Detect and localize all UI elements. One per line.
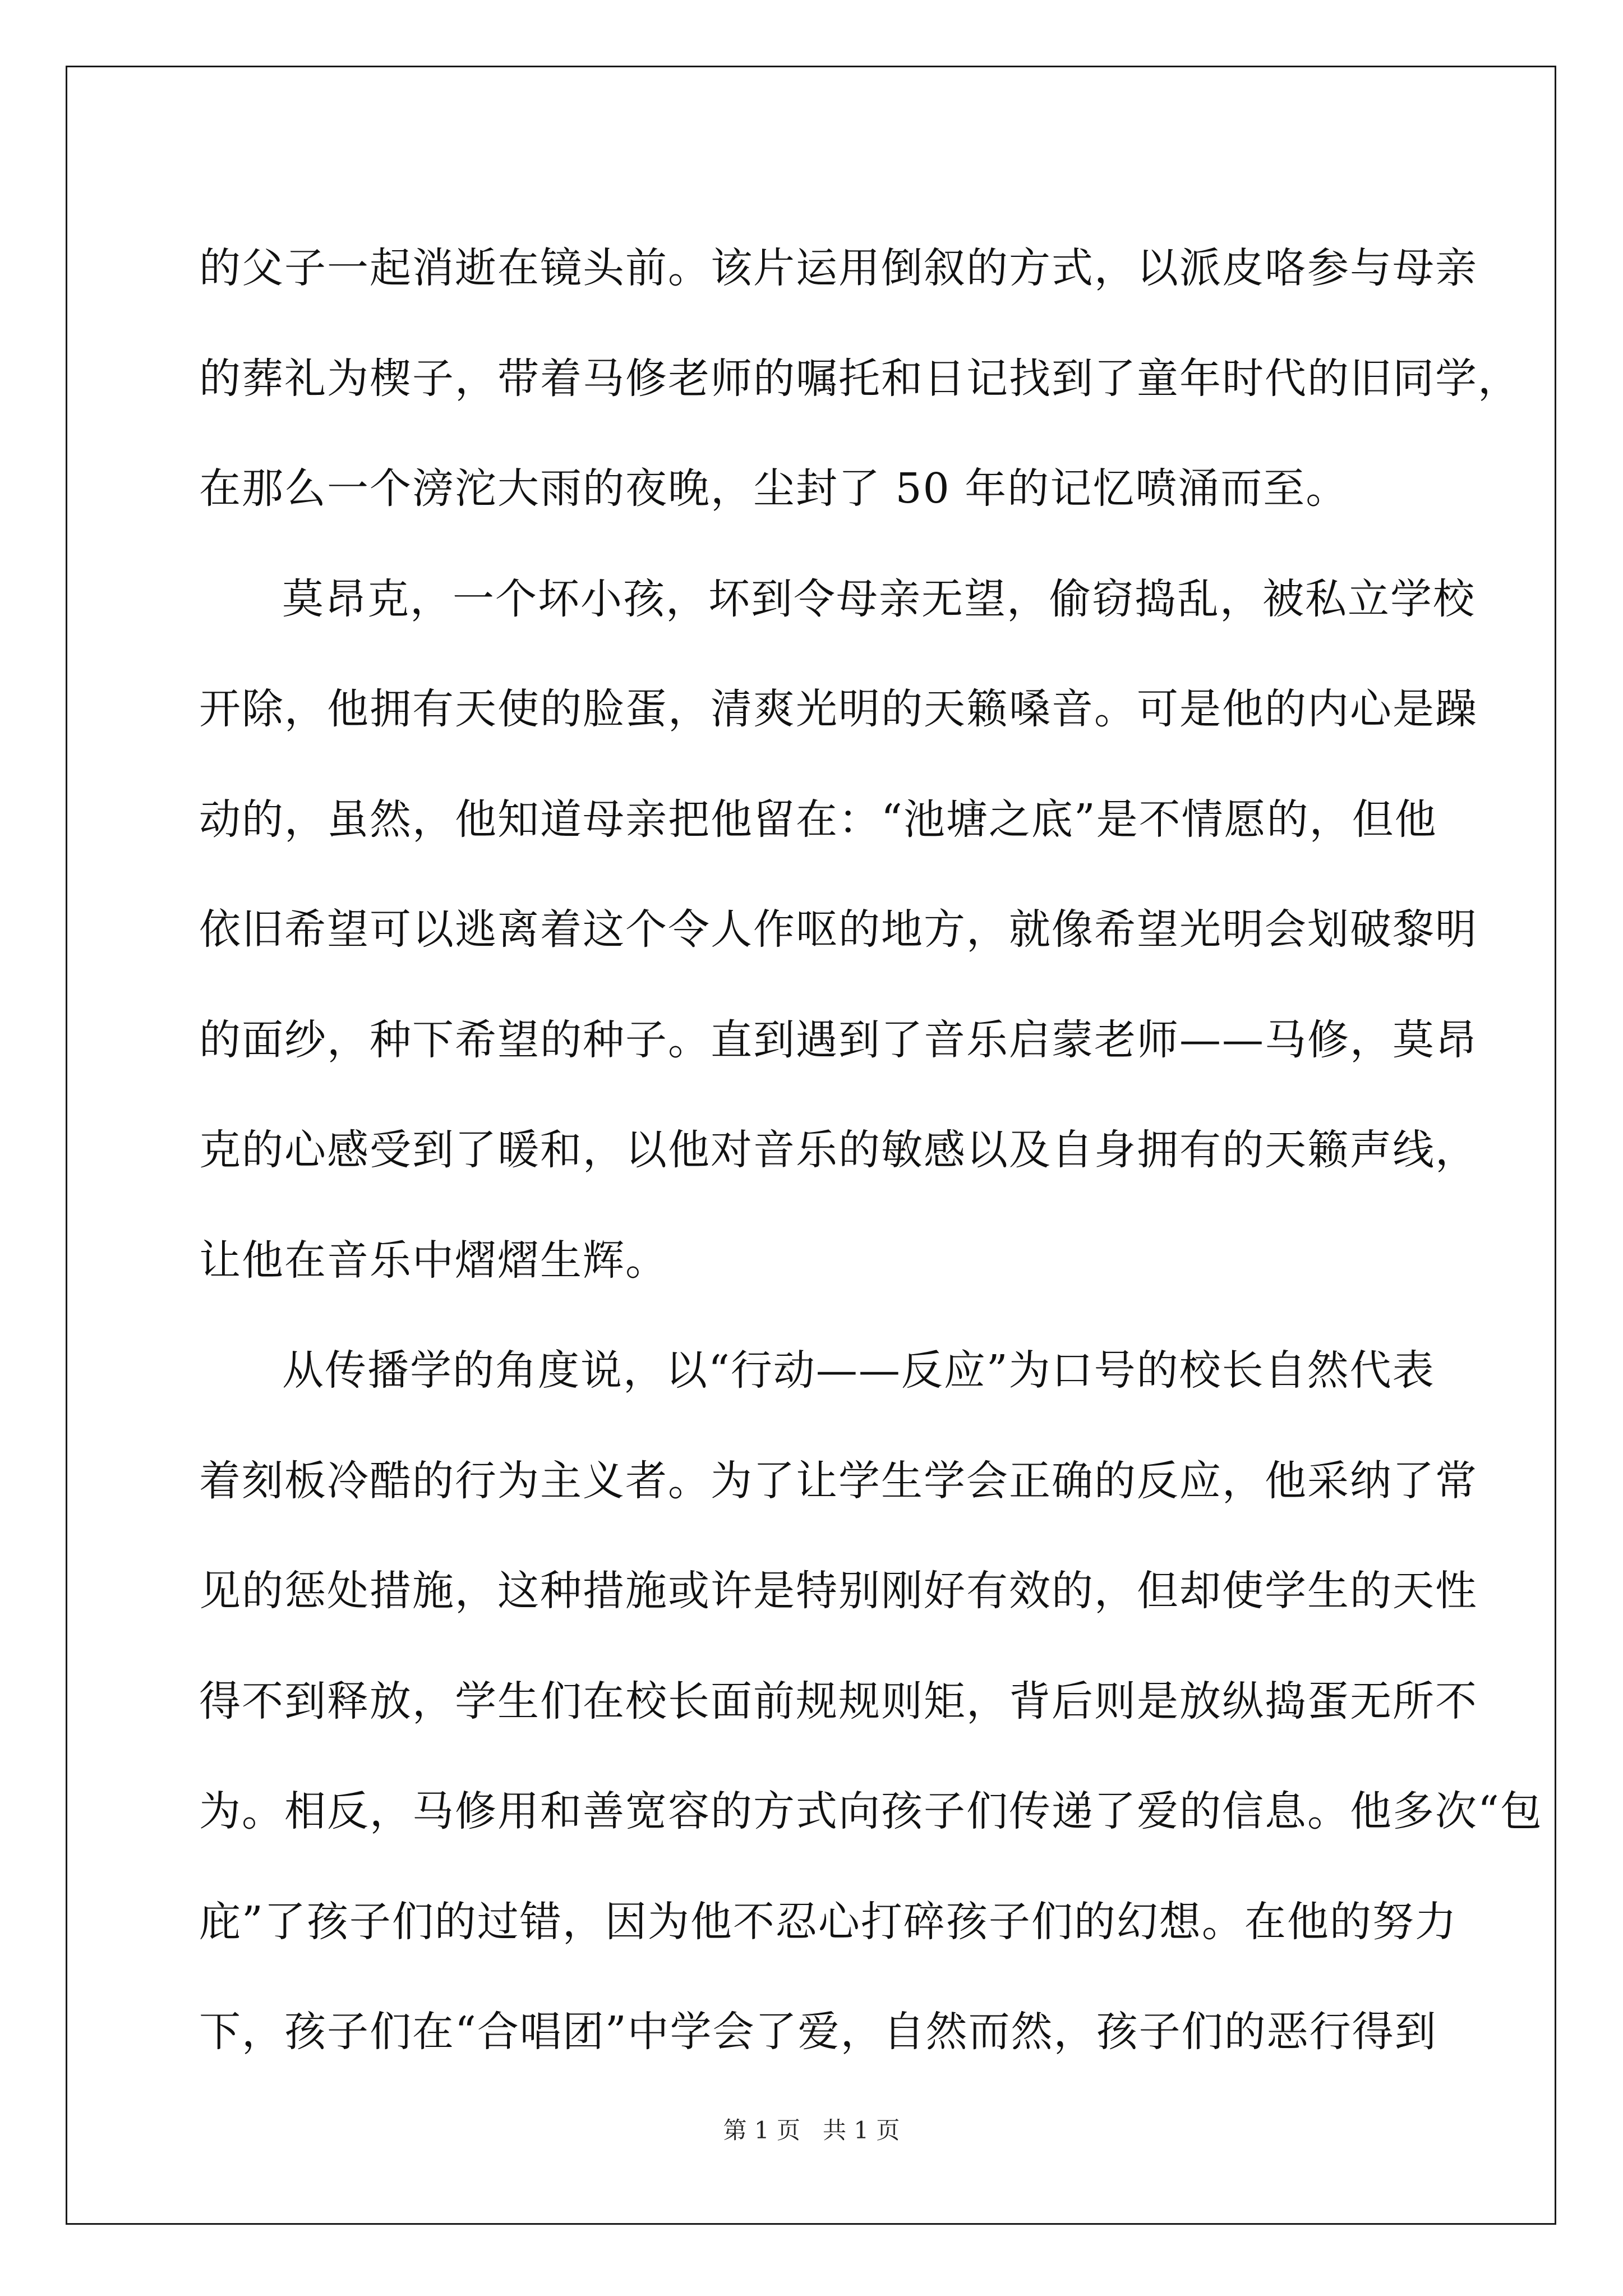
text-line: 的父子一起消逝在镜头前。该片运用倒叙的方式，以派皮咯参与母亲 — [199, 244, 1478, 292]
text-line: 在那么一个滂沱大雨的夜晚，尘封了 50 年的记忆喷涌而至。 — [199, 464, 1349, 513]
page-total: 共 1 页 — [823, 2116, 900, 2144]
page-footer — [0, 2116, 1623, 2145]
text-line: 开除，他拥有天使的脸蛋，清爽光明的天籁嗓音。可是他的内心是躁 — [199, 685, 1478, 733]
document-body — [199, 213, 1543, 2087]
text-line: 下，孩子们在“合唱团”中学会了爱，自然而然，孩子们的恶行得到 — [199, 2008, 1437, 2056]
text-line: 见的惩处措施，这种措施或许是特别刚好有效的，但却使学生的天性 — [199, 1567, 1478, 1615]
text-line: 的面纱，种下希望的种子。直到遇到了音乐启蒙老师——马修，莫昂 — [199, 1015, 1478, 1064]
text-line: 依旧希望可以逃离着这个令人作呕的地方，就像希望光明会划破黎明 — [199, 905, 1478, 954]
text-line: 动的，虽然，他知道母亲把他留在：“池塘之底”是不情愿的，但他 — [199, 795, 1437, 844]
paragraph-start-line: 莫昂克，一个坏小孩，坏到令母亲无望，偷窃捣乱，被私立学校 — [282, 574, 1476, 623]
text-line: 的葬礼为楔子，带着马修老师的嘱托和日记找到了童年时代的旧同学， — [199, 354, 1520, 403]
page-number: 第 1 页 — [723, 2116, 800, 2144]
text-line: 为。相反，马修用和善宽容的方式向孩子们传递了爱的信息。他多次“包 — [199, 1787, 1543, 1835]
text-line: 得不到释放，学生们在校长面前规规则矩，背后则是放纵捣蛋无所不 — [199, 1677, 1478, 1726]
text-line: 克的心感受到了暖和，以他对音乐的敏感以及自身拥有的天籁声线， — [199, 1126, 1478, 1174]
text-line: 让他在音乐中熠熠生辉。 — [199, 1236, 668, 1285]
text-line: 庇”了孩子们的过错，因为他不忍心打碎孩子们的幻想。在他的努力 — [199, 1897, 1458, 1946]
paragraph-start-line: 从传播学的角度说，以“行动——反应”为口号的校长自然代表 — [282, 1346, 1435, 1395]
text-line: 着刻板冷酷的行为主义者。为了让学生学会正确的反应，他采纳了常 — [199, 1456, 1478, 1505]
